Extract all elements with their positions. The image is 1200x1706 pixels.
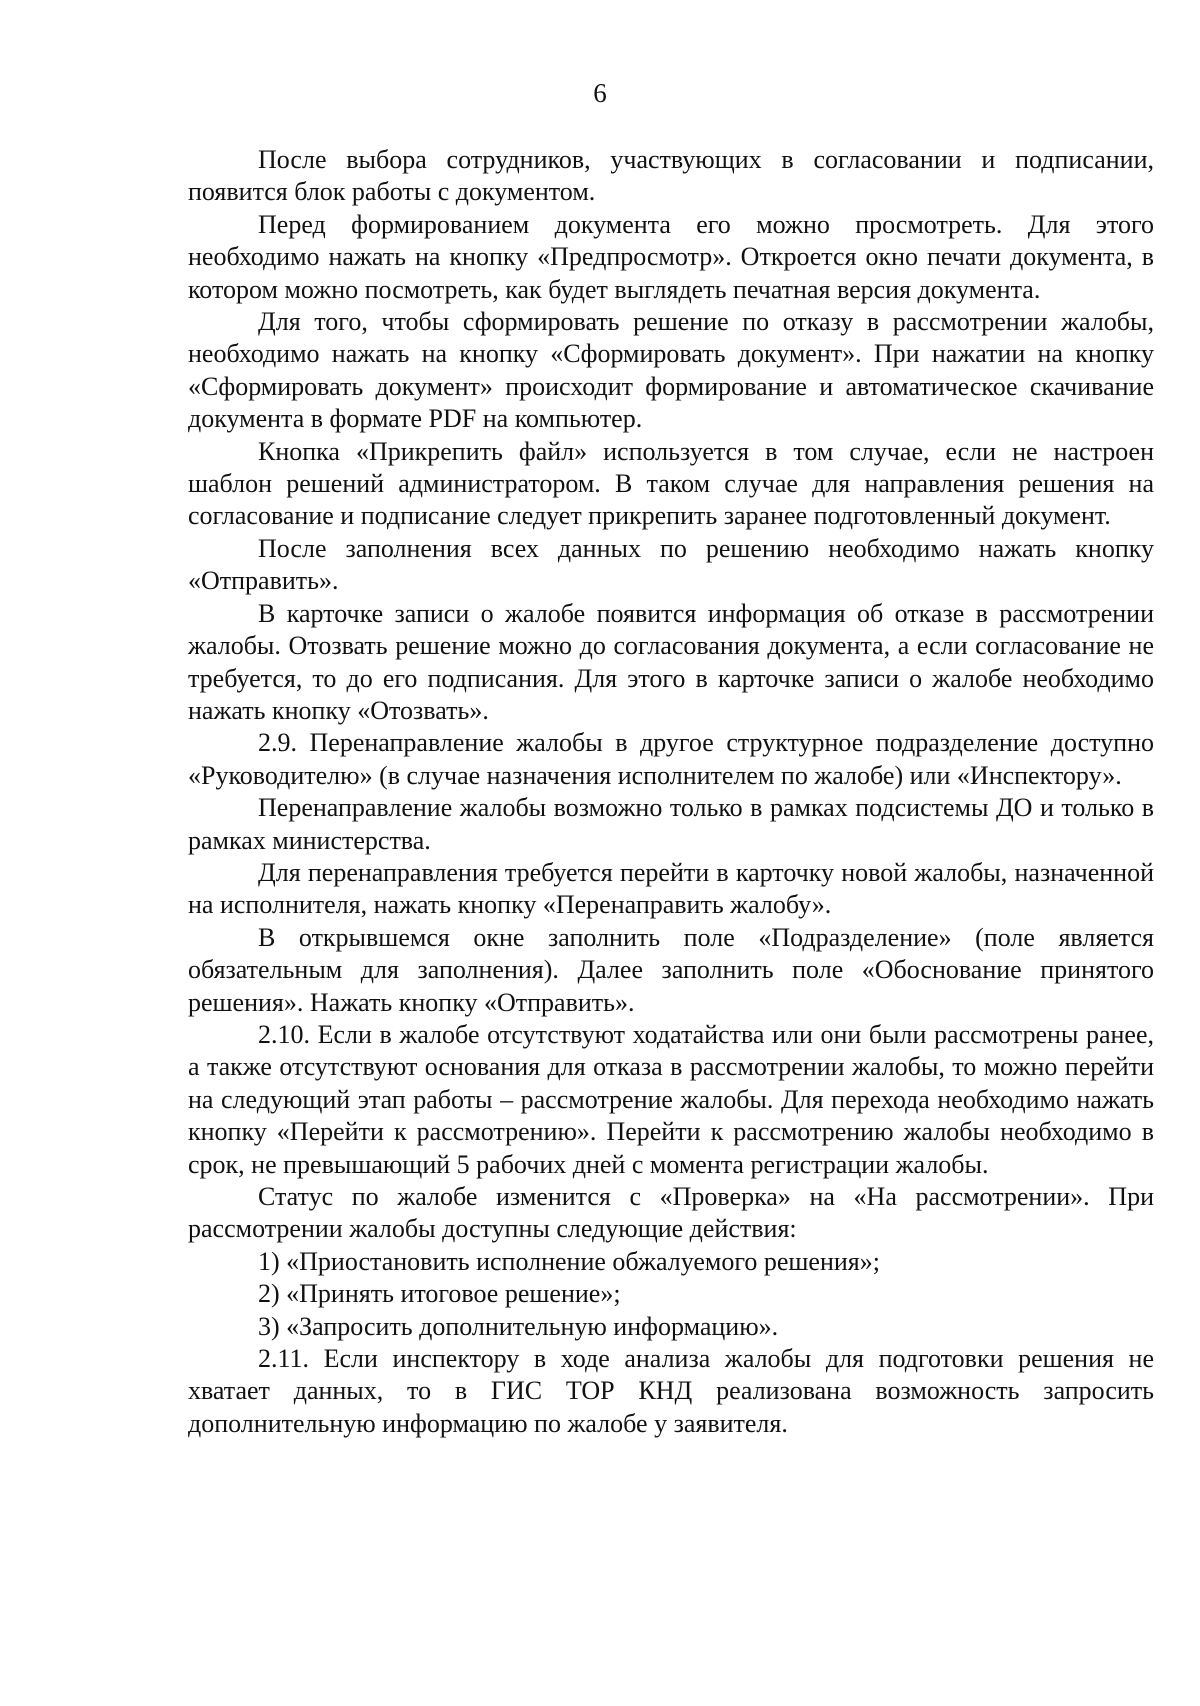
paragraph: 2.9. Перенаправление жалобы в другое структурное подразделение доступно «Руководителю» (в случае назначения исполнителем по жалобе) или «Инспектору». [188,728,1154,790]
paragraph: Для перенаправления требуется перейти в карточку новой жалобы, назначенной на исполнителя, нажать кнопку «Перенаправить жалобу». [188,857,1154,920]
paragraph: В открывшемся окне заполнить поле «Подразделение» (поле является обязательным для заполнения). Далее заполнить поле «Обоснование принятого решения». Нажать кнопку «Отправить». [188,922,1154,1017]
paragraph: Для того, чтобы сформировать решение по отказу в рассмотрении жалобы, необходимо нажать на кнопку «Сформировать документ». При нажатии на кнопку «Сформировать документ» происходит формирование и автоматическое скачивание документа в формате PDF на компьютер. [188,307,1154,434]
paragraph: Статус по жалобе изменится с «Проверка» на «На рассмотрении». При рассмотрении жалобы доступны следующие действия: [188,1182,1154,1244]
paragraph: В карточке записи о жалобе появится информация об отказе в рассмотрении жалобы. Отозвать решение можно до согласования документа, а если согласование не требуется, то до его подписания. Для этого в карточке записи о жалобе необходимо нажать кнопку «Отозвать». [188,598,1154,725]
paragraph: После выбора сотрудников, участвующих в согласовании и подписании, появится блок работы с документом. [188,145,1154,207]
paragraph: Перенаправление жалобы возможно только в рамках подсистемы ДО и только в рамках министерства. [188,793,1154,855]
page-number: 6 [593,78,607,108]
paragraph: После заполнения всех данных по решению необходимо нажать кнопку «Отправить». [188,533,1154,596]
document-body [188,144,1154,1440]
list-item: 2) «Принять итоговое решение»; [258,1279,621,1309]
list-item: 3) «Запросить дополнительную информацию». [258,1311,779,1341]
paragraph: Перед формированием документа его можно просмотреть. Для этого необходимо нажать на кнопку «Предпросмотр». Откроется окно печати документа, в котором можно посмотреть, как будет выглядеть печатная версия документа. [188,209,1154,304]
paragraph: 2.11. Если инспектору в ходе анализа жалобы для подготовки решения не хватает данных, то в ГИС ТОР КНД реализована возможность запросить дополнительную информацию по жалобе у заявителя. [188,1344,1154,1438]
paragraph: 2.10. Если в жалобе отсутствуют ходатайства или они были рассмотрены ранее, а также отсутствуют основания для отказа в рассмотрении жалобы, то можно перейти на следующий этап работы – рассмотрение жалобы. Для перехода необходимо нажать кнопку «Перейти к рассмотрению». Перейти к рассмотрению жалобы необходимо в срок, не превышающий 5 рабочих дней с момента регистрации жалобы. [188,1019,1154,1179]
paragraph: Кнопка «Прикрепить файл» используется в том случае, если не настроен шаблон решений администратором. В таком случае для направления решения на согласование и подписание следует прикрепить заранее подготовленный документ. [188,436,1154,531]
list-item: 1) «Приостановить исполнение обжалуемого решения»; [258,1246,880,1276]
